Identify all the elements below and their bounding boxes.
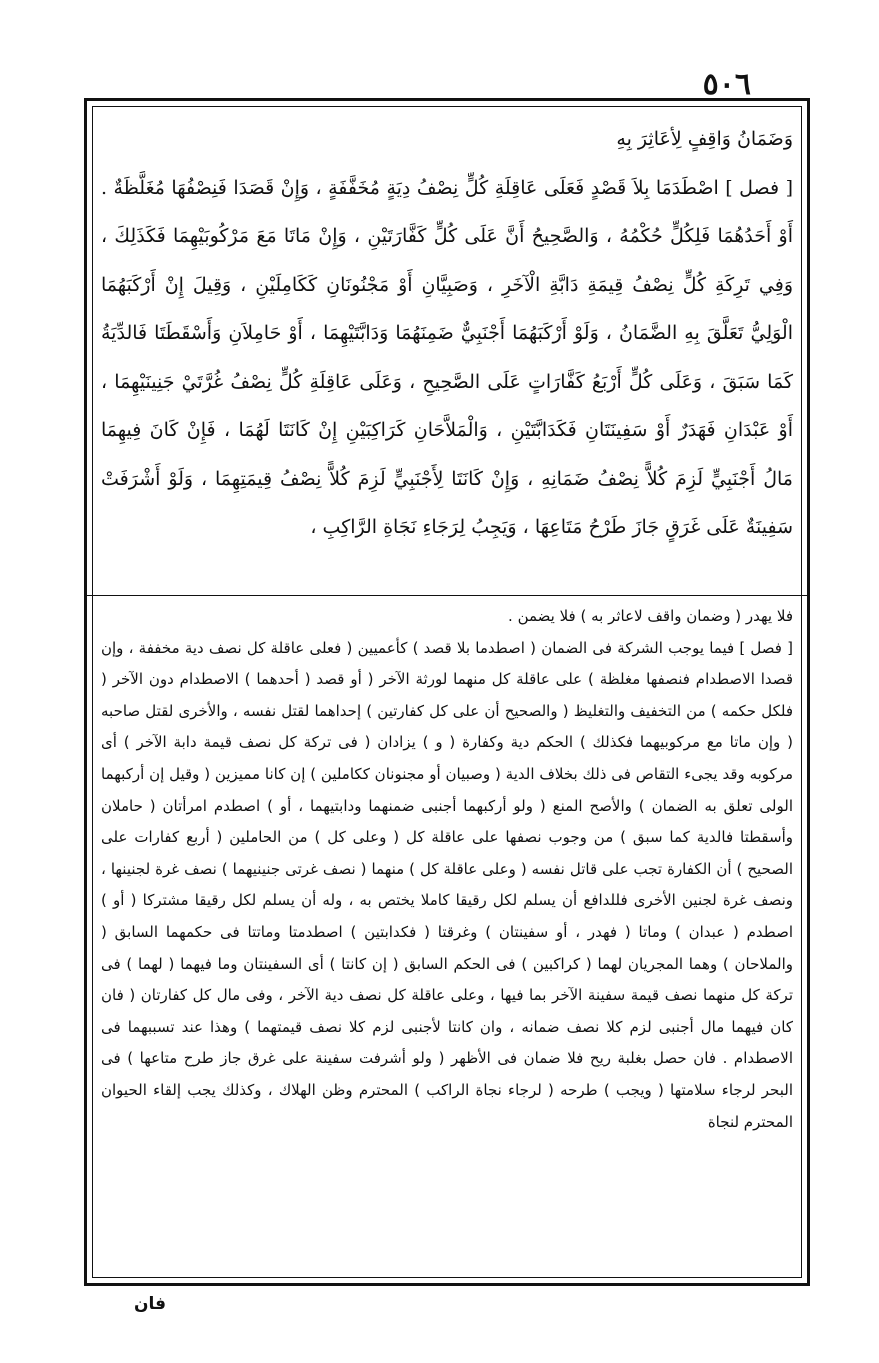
page-number: ٥٠٦ bbox=[702, 67, 751, 102]
page-frame bbox=[84, 98, 810, 1286]
matn-paragraph: [ فصل ] اصْطَدَمَا بِلاَ قَصْدٍ فَعَلَى عَاقِلَةِ كُلٍّ نِصْفُ دِيَةٍ مُخَفَّفَةٍ ، وَإِنْ قَصَدَا فَنِصْفُهَا مُغَلَّظَةٌ . أَوْ أَحَدُهُمَا فَلِكُلٍّ حُكْمُهُ ، وَالصَّحِيحُ أَنَّ عَلَى كُلٍّ كَفَّارَتَيْنِ ، وَإِنْ مَاتَا مَعَ مَرْكُوبَيْهِمَا فَكَذَلِكَ ، وَفِي تَرِكَةِ كُلٍّ نِصْفُ قِيمَةِ دَابَّةِ الْآخَرِ ، وَصَبِيَّانِ أَوْ مَجْنُونَانِ كَكَامِلَيْنِ ، وَقِيلَ إِنْ أَرْكَبَهُمَا الْوَلِيُّ تَعَلَّقَ بِهِ الضَّمَانُ ، وَلَوْ أَرْكَبَهُمَا أَجْنَبِيٌّ ضَمِنَهُمَا وَدَابَّتَيْهِمَا ، أَوْ حَامِلاَنِ وَأَسْقَطَتَا فَالدِّيَةُ كَمَا سَبَقَ ، وَعَلَى كُلٍّ أَرْبَعُ كَفَّارَاتٍ عَلَى الصَّحِيحِ ، وَعَلَى عَاقِلَةِ كُلٍّ نِصْفُ غُرَّتَيْ جَنِينَيْهِمَا ، أَوْ عَبْدَانِ فَهَدَرٌ أَوْ سَفِينَتَانِ فَكَدَابَّتَيْنِ ، وَالْمَلاَّحَانِ كَرَاكِبَيْنِ إِنْ كَانَتَا لَهُمَا ، فَإِنْ كَانَ فِيهِمَا مَالُ أَجْنَبِيٍّ لَزِمَ كُلاًّ نِصْفُ ضَمَانِهِ ، وَإِنْ كَانَتَا لِأَجْنَبِيٍّ لَزِمَ كُلاًّ نِصْفُ قِيمَتِهِمَا ، وَلَوْ أَشْرَفَتْ سَفِينَةٌ عَلَى غَرَقٍ جَازَ طَرْحُ مَتَاعِهَا ، وَيَجِبُ لِرَجَاءِ نَجَاةِ الرَّاكِبِ ، bbox=[101, 176, 793, 538]
sharh-paragraph: فلا يهدر ( وضمان واقف لاعاثر به ) فلا يضمن . bbox=[508, 607, 793, 625]
sharh-text-block bbox=[101, 601, 793, 1271]
sharh-paragraph: [ فصل ] فيما يوجب الشركة فى الضمان ( اصطدما بلا قصد ) كأعميين ( فعلى عاقلة كل نصف دية مخففة ، وإن قصدا الاصطدام فنصفها مغلظة ) على عاقلة كل منهما لورثة الآخر ( أو قصد ( أحدهما ) الاصطدام دون الآخر ( فلكل حكمه ) من التخفيف والتغليظ ( والصحيح أن على كل كفارتين ) إحداهما لقتل نفسه ، والأخرى لقتل صاحبه ( وإن ماتا مع مركوبيهما فكذلك ) الحكم دية وكفارة ( و ) يزادان ( فى تركة كل نصف قيمة دابة الآخر ) أى مركوبه وقد يجىء التقاص فى ذلك بخلاف الدية ( وصبيان أو مجنونان ككاملين ) إن كانا مميزين ( وقيل إن أركبهما الولى تعلق به الضمان ) والأصح المنع ( ولو أركبهما أجنبى ضمنهما ودابتيهما ، أو ) اصطدم امرأتان ( حاملان وأسقطتا فالدية كما سبق ) من وجوب نصفها على عاقلة كل ( وعلى كل ) من الحاملين ( أربع كفارات على الصحيح ) أن الكفارة تجب على قاتل نفسه ( وعلى عاقلة كل ) منهما ( نصف غرتى جنينيهما ) نصف غرة لجنينها ، ونصف غرة لجنين الأخرى فللدافع أن يسلم لكل رقيقا كاملا يختص به ، وله أن يسلم لكل رقيقا مشتركا ( أو ) اصطدم ( عبدان ) وماتا ( فهدر ، أو سفينتان ) وغرقتا ( فكدابتين ) اصطدمتا وماتتا فى حكمهما السابق ( والملاحان ) وهما المجريان لهما ( كراكبين ) فى الحكم السابق ( إن كانتا ) أى السفينتان وما فيهما ( لهما ) فى تركة كل منهما نصف قيمة سفينة الآخر بما فيها ، وعلى عاقلة كل نصف دية الآخر ، وفى مال كل كفارتان ( فان كان فيهما مال أجنبى لزم كلا نصف ضمانه ، وان كانتا لأجنبى لزم كلا نصف قيمتهما ) وهذا عند تسببهما فى الاصطدام . فان حصل بغلبة ريح فلا ضمان فى الأظهر ( ولو أشرفت سفينة على غرق جاز طرح متاعها ) فى البحر لرجاء سلامتها ( ويجب ) طرحه ( لرجاء نجاة الراكب ) المحترم وظن الهلاك ، وكذلك يجب إلقاء الحيوان المحترم لنجاة bbox=[101, 638, 793, 1131]
catchword: فان bbox=[134, 1294, 167, 1314]
section-divider bbox=[87, 595, 807, 596]
matn-text-block bbox=[101, 115, 793, 595]
matn-paragraph: وَضَمَانُ وَاقِفٍ لِأعَاثِرَ بِهِ bbox=[616, 128, 793, 150]
